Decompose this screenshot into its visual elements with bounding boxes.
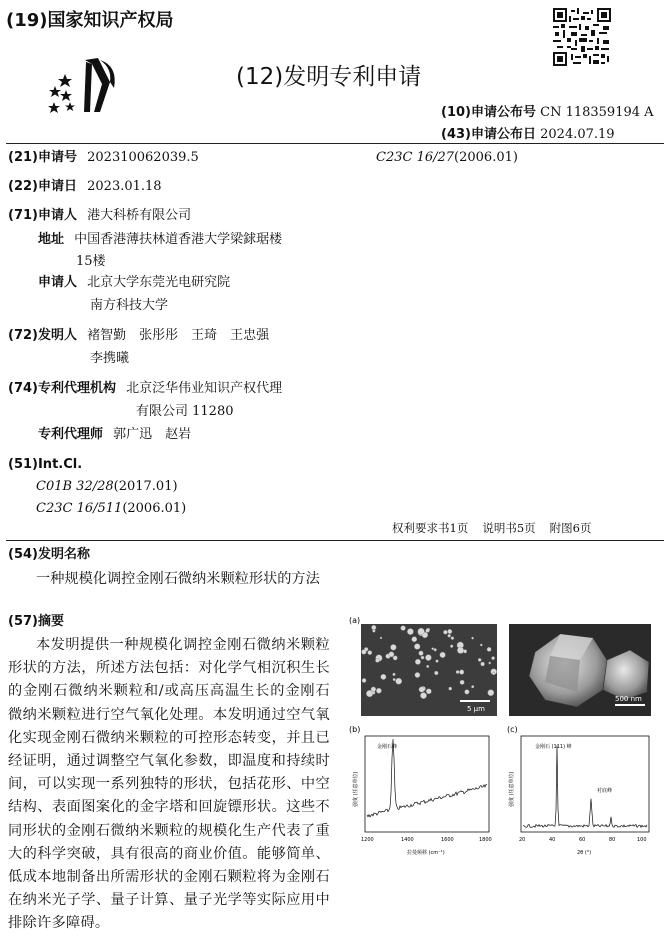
xrd-pattern [523, 745, 647, 827]
scale-label-2: 500 nm [615, 695, 642, 703]
sem-particle [391, 644, 397, 650]
patent-agent-label: 专利代理师 [38, 427, 104, 442]
sem-particle [373, 630, 376, 633]
applicant-2-label: 申请人 [38, 275, 78, 290]
sem-particle [426, 689, 431, 694]
raman-tick-1: 1200 [361, 837, 374, 843]
biblio-divider [6, 540, 664, 541]
figure-pages: 附图6页 [549, 521, 592, 535]
address-label: 地址 [38, 232, 65, 247]
sem-particle [415, 672, 420, 677]
publication-number-value: CN 118359194 A [540, 105, 654, 120]
sem-particle [393, 656, 397, 660]
xrd-peak-label-1: 金刚石 (111) 峰 [535, 744, 572, 750]
sem-particle [472, 637, 474, 639]
sem-particle [426, 629, 430, 633]
raman-x-label: 拉曼频移 (cm⁻¹) [407, 850, 445, 856]
abstract-figure [345, 612, 657, 862]
sem-particle [401, 626, 406, 631]
publication-date-label: (43)申请公布日 [441, 127, 536, 142]
description-pages: 说明书5页 [482, 521, 536, 535]
sem-particle [381, 674, 386, 679]
sem-particle [449, 687, 452, 690]
sem-particle [376, 688, 381, 693]
ipc-1-code: C01B 32/28 [36, 479, 114, 494]
raman-tick-2: 1400 [401, 837, 414, 843]
sem-particle [412, 637, 417, 642]
ipc-right [376, 148, 518, 168]
sem-particle [419, 651, 424, 656]
raman-peak-label: 金刚石峰 [377, 744, 398, 750]
sem-particle [488, 690, 494, 696]
qr-code-icon [553, 8, 611, 66]
xrd-y-label: 强度 (任意单位) [509, 771, 515, 807]
sem-particle [432, 648, 434, 650]
patent-agency-line-1: 北京泛华伟业知识产权代理 [126, 381, 283, 396]
sem-particle [396, 678, 402, 684]
publication-number [441, 101, 654, 120]
sem-particle [420, 693, 426, 699]
sem-particle [489, 662, 491, 664]
scale-bar-1 [460, 700, 490, 702]
figure-label-b: (b) [349, 725, 361, 734]
filing-date-value: 2023.01.18 [87, 179, 162, 194]
address-line-1: 中国香港薄扶林道香港大学梁銶琚楼 [74, 232, 283, 247]
sem-particle [450, 645, 453, 648]
publication-date-value: 2024.07.19 [540, 127, 615, 142]
sem-particle [478, 658, 481, 661]
sem-particle [434, 648, 437, 651]
raman-tick-3: 1600 [441, 837, 454, 843]
application-number [8, 148, 199, 168]
ipc-2-code: C23C 16/511 [36, 501, 123, 516]
sem-particle [443, 630, 447, 634]
sem-particle [419, 687, 424, 692]
office-name: (19)国家知识产权局 [6, 10, 174, 31]
ipc-1 [36, 477, 178, 497]
sem-particle [436, 660, 439, 663]
title-label: (54)发明名称 [8, 547, 90, 562]
applicant-label: (71)申请人 [8, 208, 77, 223]
patent-agency [8, 379, 282, 399]
sem-particle [434, 671, 438, 675]
sem-particle [414, 644, 420, 650]
ipc-1-year: (2017.01) [113, 479, 178, 494]
xrd-x-label: 2θ (°) [577, 850, 592, 856]
sem-particle [389, 652, 394, 657]
raman-plot-frame [365, 736, 489, 832]
sem-particle [451, 637, 454, 640]
scale-label-1: 5 μm [467, 705, 485, 713]
sem-particle [372, 691, 375, 694]
inventors-line-2: 李携曦 [90, 351, 130, 366]
sem-particle [456, 670, 459, 673]
sem-particle [362, 650, 367, 655]
inventors [8, 326, 269, 346]
application-number-label: (21)申请号 [8, 150, 77, 165]
abstract-label: (57)摘要 [8, 614, 64, 629]
xrd-tick-5: 100 [637, 837, 647, 843]
sem-particle [418, 628, 425, 635]
ipc-2 [36, 499, 186, 519]
inventors-label: (72)发明人 [8, 328, 77, 343]
sem-particle [492, 657, 495, 660]
ipc-2-year: (2006.01) [122, 501, 187, 516]
sem-particle [362, 678, 366, 682]
sem-particle [448, 629, 452, 633]
sem-particle [465, 690, 470, 695]
patent-agent [38, 425, 191, 445]
ipc-right-year: (2006.01) [454, 150, 518, 165]
sem-particle [426, 665, 429, 668]
inventors-line-1: 褚智勤 张彤彤 王琦 王忠强 [87, 328, 270, 343]
figure-label-a: (a) [349, 616, 361, 625]
page-counts [392, 520, 605, 536]
xrd-tick-1: 20 [519, 837, 526, 843]
address-line-2: 15楼 [76, 254, 106, 269]
abstract-text: 本发明提供一种规模化调控金刚石微纳米颗粒形状的方法，所述方法包括：对化学气相沉积生长的金刚石微纳米颗粒和/或高压高温生长的金刚石微纳米颗粒进行空气氧化处理。本发明通过空气氧化实现金刚石微纳米颗粒的可控形态转变，并且已经证明，通过调整空气氧化参数，即温度和持续时间，可以实现一系列独特的形状，包括花形、中空结构、表面图案化的金字塔和回旋镖形状。这些不同形状的金刚石微纳米颗粒的规模化生产代表了重大的科学突破，具有很高的商业价值。能够简单、低成本地制备出所需形状的金刚石颗粒将为金刚石在纳米光子学、量子计算、量子光学等实际应用中排除许多障碍。 [8, 637, 330, 932]
address [38, 230, 282, 250]
sem-particle [460, 680, 464, 684]
invention-title: 一种规模化调控金刚石微纳米颗粒形状的方法 [36, 571, 320, 587]
sem-particle [481, 662, 485, 666]
patent-agent-value: 郭广迅 赵岩 [113, 427, 192, 442]
publication-date [441, 123, 615, 142]
int-cl-label: (51)Int.Cl. [8, 457, 83, 472]
sem-particle [375, 658, 379, 662]
sem-particle [372, 625, 377, 630]
raman-y-label: 强度 (任意单位) [353, 771, 359, 807]
applicant-2 [38, 273, 230, 293]
claims-pages: 权利要求书1页 [392, 521, 469, 535]
sem-particle [487, 647, 491, 651]
xrd-peak-label-2: 衬底峰 [597, 788, 613, 794]
patent-agency-line-2: 有限公司 11280 [136, 404, 234, 419]
applicant-value: 港大科桥有限公司 [87, 208, 192, 223]
raman-tick-4: 1800 [479, 837, 492, 843]
sem-particle [368, 651, 372, 655]
sem-particle [407, 629, 413, 635]
xrd-plot-frame [521, 736, 649, 832]
document-type: (12)发明专利申请 [236, 64, 422, 90]
applicant [8, 206, 191, 226]
int-cl [8, 455, 82, 475]
sem-particle [425, 655, 431, 661]
publication-number-label: (10)申请公布号 [441, 105, 536, 120]
filing-date [8, 177, 162, 197]
sem-particle [459, 670, 464, 675]
header-divider [6, 143, 664, 144]
sem-particle [457, 647, 463, 653]
xrd-tick-2: 40 [549, 837, 556, 843]
application-number-value: 202310062039.5 [87, 150, 199, 165]
xrd-tick-4: 80 [609, 837, 616, 843]
sem-particle [480, 644, 482, 646]
ipc-right-code: C23C 16/27 [376, 150, 455, 165]
scale-bar-2 [615, 704, 645, 706]
applicant-2-line-1: 北京大学东莞光电研究院 [87, 275, 231, 290]
sem-particle [421, 656, 424, 659]
sem-particle [380, 637, 382, 639]
sem-particle [448, 634, 451, 637]
sem-particle [471, 685, 474, 688]
sem-particle [440, 652, 446, 658]
figure-label-c: (c) [507, 725, 518, 734]
sem-particle [492, 672, 495, 675]
patent-agency-label: (74)专利代理机构 [8, 381, 116, 396]
sem-particle [415, 659, 420, 664]
sem-particle [393, 678, 396, 681]
xrd-tick-3: 60 [579, 837, 586, 843]
sem-particle [366, 690, 373, 697]
applicant-2-line-2: 南方科技大学 [90, 298, 169, 313]
sem-particle [393, 673, 396, 676]
raman-spectrum [367, 739, 487, 817]
filing-date-label: (22)申请日 [8, 179, 77, 194]
cnipa-logo-icon [40, 52, 130, 122]
